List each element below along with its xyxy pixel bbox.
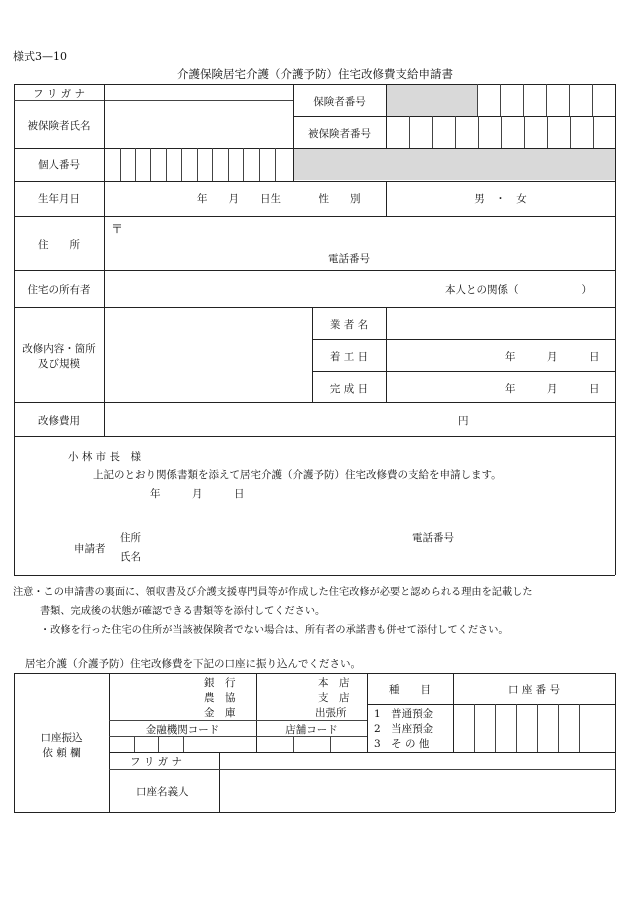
kind-ordinary[interactable]: 1 普通預金 [374, 708, 434, 720]
inst-type-coop: 農 協 [204, 692, 236, 704]
mayor-address: 小 林 市 長 様 [68, 451, 142, 463]
cost-label: 改修費用 [38, 415, 80, 427]
insured-number-label: 被保険者番号 [308, 128, 371, 140]
insured-name-field[interactable] [105, 101, 292, 147]
sex-label: 性 別 [318, 193, 361, 205]
account-holder-label: 口座名義人 [136, 786, 189, 798]
insurer-number-shaded-cell [386, 85, 477, 116]
insured-name-label: 被保険者氏名 [27, 120, 91, 132]
contractor-label: 業 者 名 [329, 319, 369, 331]
kind-current[interactable]: 2 当座預金 [374, 723, 434, 735]
insurer-number-label: 保険者番号 [313, 96, 366, 108]
owner-label: 住宅の所有者 [27, 284, 91, 296]
address-phone-label: 電話番号 [328, 253, 370, 265]
start-date-value[interactable]: 年 月 日 [505, 351, 600, 363]
applicant-phone-label: 電話番号 [412, 532, 454, 544]
inst-type-credit: 金 庫 [204, 707, 236, 719]
furigana-label: フ リ ガ ナ [32, 88, 85, 100]
inst-code-label: 金融機関コード [145, 724, 220, 736]
note-line-3: ・改修を行った住宅の住所が当該被保険者でない場合は、所有者の承諾書も併せて添付してください。 [40, 625, 509, 636]
declaration-date[interactable]: 年 月 日 [150, 488, 245, 500]
sex-options[interactable]: 男 ・ 女 [474, 193, 527, 205]
account-number-label: 口 座 番 号 [507, 684, 560, 696]
personal-number-shaded-cell [293, 149, 615, 180]
form-number: 様式3—10 [13, 50, 67, 63]
note-line-2: 書類、完成後の状態が確認できる書類等を添付してください。 [40, 606, 326, 617]
branch-type-branch: 支 店 [318, 692, 350, 704]
branch-code-label: 店舗コード [285, 724, 338, 736]
birth-date-value[interactable]: 年 月 日生 [197, 193, 281, 205]
cost-yen: 円 [458, 415, 469, 427]
declaration-text: 上記のとおり関係書類を添えて居宅介護（介護予防）住宅改修費の支給を申請します。 [93, 469, 502, 481]
complete-date-value[interactable]: 年 月 日 [505, 383, 600, 395]
address-label: 住 所 [38, 239, 80, 251]
applicant-name-label: 氏名 [120, 551, 141, 563]
birth-date-label: 生年月日 [38, 193, 80, 205]
bank-furigana-label: フ リ ガ ナ [130, 756, 183, 768]
start-date-label: 着 工 日 [329, 351, 369, 363]
applicant-address-label: 住所 [120, 532, 141, 544]
owner-relation[interactable]: 本人との関係（ ） [445, 284, 592, 296]
inst-type-bank: 銀 行 [204, 677, 236, 689]
kind-other[interactable]: 3 そ の 他 [374, 738, 430, 750]
note-line-1: 注意・この申請書の裏面に、領収書及び介護支援専門員等が作成した住宅改修が必要と認められる理由を記載した [13, 587, 533, 598]
applicant-label: 申請者 [74, 543, 106, 555]
personal-number-label: 個人番号 [38, 159, 80, 171]
branch-type-office: 出張所 [315, 707, 347, 719]
form-title: 介護保険居宅介護（介護予防）住宅改修費支給申請書 [177, 67, 453, 81]
postal-mark: 〒 [111, 222, 124, 236]
content-label: 改修内容・箇所 及び規模 [22, 343, 96, 370]
complete-date-label: 完 成 日 [329, 383, 369, 395]
kind-label: 種 目 [389, 684, 431, 696]
branch-type-main: 本 店 [318, 677, 350, 689]
bank-intro: 居宅介護（介護予防）住宅改修費を下記の口座に振り込んでください。 [25, 658, 361, 670]
bank-section-label: 口座振込 依 頼 欄 [40, 732, 83, 759]
